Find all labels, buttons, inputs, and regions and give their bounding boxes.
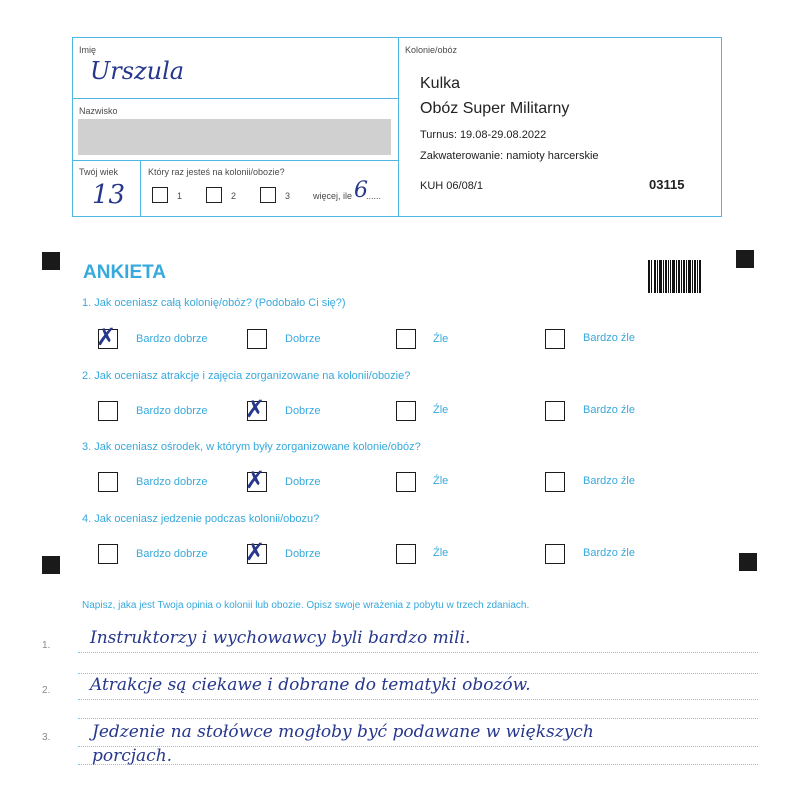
checkbox-1[interactable] [152,187,168,203]
checkbox-2[interactable] [206,187,222,203]
opinion-prompt: Napisz, jaka jest Twoja opinia o kolonii lub obozie. Opisz swoje wrażenia z pobytu w trzech zdaniach. [82,600,530,611]
q4-option-dobrze: Dobrze [285,548,321,560]
answer-line [78,652,758,653]
q3-bardzo-zle-checkbox[interactable] [545,472,565,492]
question-1: 1. Jak oceniasz całą kolonię/obóz? (Podobało Ci się?) [82,297,346,309]
q3-dobrze-checkbox[interactable] [245,466,267,494]
camp-code: KUH 06/08/1 [420,180,483,192]
q1-option-zle: Źle [433,333,449,345]
q4-option-bardzo-zle: Bardzo źle [583,547,635,559]
q2-zle-checkbox[interactable] [396,401,416,421]
wiek-value[interactable]: 13 [92,180,126,210]
q2-dobrze-checkbox[interactable] [245,395,267,423]
registration-marker [42,252,60,270]
check-mark-icon: ✗ [245,466,266,494]
option-1-label: 1 [177,191,183,201]
wiecej-label: więcej, ile [313,191,353,201]
q3-option-bardzo-zle: Bardzo źle [583,475,635,487]
option-3-label: 3 [285,191,291,201]
question-2: 2. Jak oceniasz atrakcje i zajęcia zorganizowane na kolonii/obozie? [82,370,411,382]
registration-marker [736,250,754,268]
q4-bardzo-zle-checkbox[interactable] [545,544,565,564]
q4-bardzo-dobrze-checkbox[interactable] [98,544,118,564]
checkbox-3[interactable] [260,187,276,203]
q3-option-bardzo-dobrze: Bardzo dobrze [136,476,208,488]
q1-bardzo-dobrze-checkbox[interactable] [96,323,118,351]
nazwisko-label: Nazwisko [79,106,118,116]
q3-option-zle: Źle [433,475,449,487]
cell-divider [140,160,141,217]
q2-option-dobrze: Dobrze [285,405,321,417]
q3-zle-checkbox[interactable] [396,472,416,492]
answer-3-continued[interactable]: porcjach. [92,746,173,766]
row-divider [72,98,398,99]
wiecej-dots: ...... [366,191,382,201]
barcode [648,260,702,293]
q2-option-zle: Źle [433,404,449,416]
q1-dobrze-checkbox[interactable] [247,329,267,349]
q4-option-zle: Źle [433,547,449,559]
option-2-label: 2 [231,191,237,201]
line-number-2: 2. [42,685,51,696]
q1-bardzo-zle-checkbox[interactable] [545,329,565,349]
q4-zle-checkbox[interactable] [396,544,416,564]
form-number: 03115 [649,177,685,192]
survey-title: ANKIETA [83,262,167,283]
answer-line [78,764,758,765]
q4-dobrze-checkbox[interactable] [245,538,267,566]
answer-line [78,718,758,719]
imie-value[interactable]: Urszula [90,57,185,85]
q3-bardzo-dobrze-checkbox[interactable] [98,472,118,492]
q1-zle-checkbox[interactable] [396,329,416,349]
check-mark-icon: ✗ [96,323,117,351]
q1-option-bardzo-zle: Bardzo źle [583,332,635,344]
q1-option-bardzo-dobrze: Bardzo dobrze [136,333,208,345]
q4-option-bardzo-dobrze: Bardzo dobrze [136,548,208,560]
row-divider [72,160,398,161]
question-3: 3. Jak oceniasz ośrodek, w którym były zorganizowane kolonie/obóz? [82,441,421,453]
q3-option-dobrze: Dobrze [285,476,321,488]
camp-title: Obóz Super Militarny [420,100,570,117]
registration-marker [739,553,757,571]
wiecej-value[interactable]: 6 [354,178,368,203]
answer-1[interactable]: Instruktorzy i wychowawcy byli bardzo mili. [90,628,471,648]
answer-line [78,746,758,747]
answer-3[interactable]: Jedzenie na stołówce mogłoby być podawane w większych [92,722,594,742]
q2-option-bardzo-zle: Bardzo źle [583,404,635,416]
q1-option-dobrze: Dobrze [285,333,321,345]
registration-marker [42,556,60,574]
turnus: Turnus: 19.08-29.08.2022 [420,129,547,141]
camp-name: Kulka [420,75,461,92]
q2-bardzo-zle-checkbox[interactable] [545,401,565,421]
imie-label: Imię [79,45,97,55]
q2-option-bardzo-dobrze: Bardzo dobrze [136,405,208,417]
wiek-label: Twój wiek [79,167,119,177]
question-4: 4. Jak oceniasz jedzenie podczas kolonii/obozu? [82,513,320,525]
check-mark-icon: ✗ [245,538,266,566]
header-divider [398,37,399,217]
ktory-raz-label: Który raz jesteś na kolonii/obozie? [148,167,285,177]
answer-2[interactable]: Atrakcje są ciekawe i dobrane do tematyki obozów. [90,675,531,695]
answer-line [78,673,758,674]
check-mark-icon: ✗ [245,395,266,423]
nazwisko-redacted [78,119,391,155]
line-number-1: 1. [42,640,51,651]
zakwaterowanie: Zakwaterowanie: namioty harcerskie [420,150,599,162]
kolonie-label: Kolonie/obóz [405,45,458,55]
q2-bardzo-dobrze-checkbox[interactable] [98,401,118,421]
line-number-3: 3. [42,732,51,743]
answer-line [78,699,758,700]
